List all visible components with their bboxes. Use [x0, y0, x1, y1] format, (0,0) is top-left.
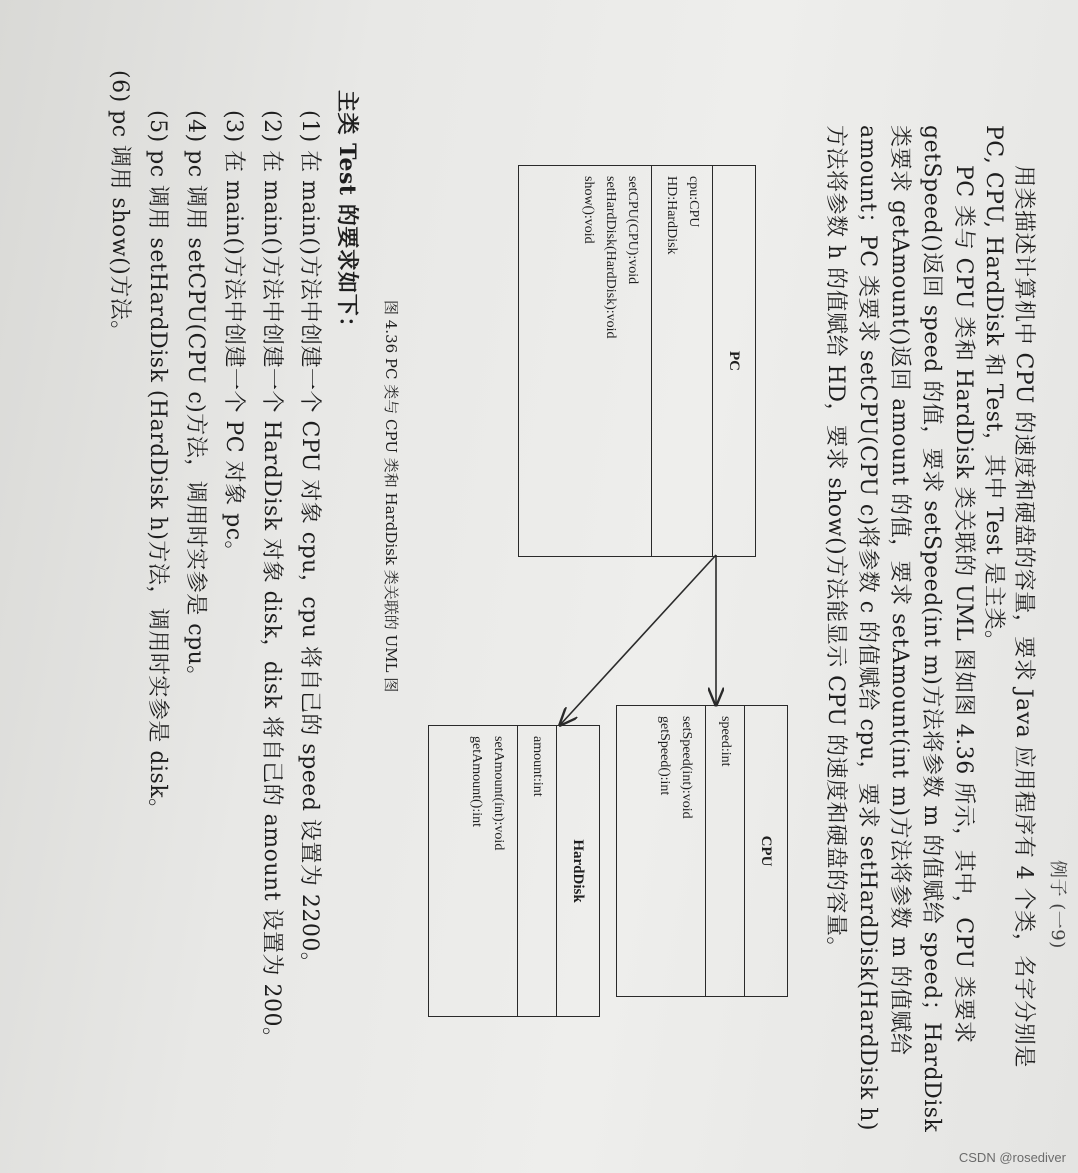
uml-method: show():void [581, 176, 596, 244]
intro-line-2: PC, CPU, HardDisk 和 Test，其中 Test 是主类。 [981, 125, 1006, 653]
requirement-item: (2) 在 main()方法中创建一个 HardDisk 对象 disk，disk 将自己的 amount 设置为 200。 [259, 110, 284, 1050]
uml-attribute: cpu:CPU [686, 176, 701, 228]
uml-class-name: HardDisk [556, 726, 599, 1016]
uml-class-name: PC [712, 166, 755, 556]
uml-method: setCPU(CPU):void [625, 176, 640, 285]
uml-method: setSpeed(int):void [679, 716, 694, 819]
intro-line-7: 方法将参数 h 的值赋给 HD，要求 show()方法能显示 CPU 的速度和硬盘的容量。 [823, 125, 848, 959]
requirements-heading: 主类 Test 的要求如下： [334, 90, 360, 339]
uml-method: getAmount():int [469, 736, 484, 827]
requirement-item: (1) 在 main()方法中创建一个 CPU 对象 cpu，cpu 将自己的 speed 设置为 2200。 [297, 110, 322, 975]
requirement-item: (6) pc 调用 show()方法。 [107, 70, 132, 343]
header-fragment: 例子 (一9) [1047, 860, 1068, 949]
intro-line-5: 类要求 getAmount()返回 amount 的值，要求 setAmount(int m)方法将参数 m 的值赋给 [887, 125, 912, 1056]
requirement-item: (5) pc 调用 setHardDisk (HardDisk h)方法，调用时实参是 disk。 [145, 110, 170, 821]
uml-attribute: speed:int [718, 716, 733, 767]
requirement-item: (4) pc 调用 setCPU(CPU c)方法，调用时实参是 cpu。 [183, 110, 208, 688]
intro-line-6: amount；PC 类要求 setCPU(CPU c)将参数 c 的值赋给 cpu，要求 setHardDisk(HardDisk h) [855, 125, 880, 1131]
arrow-pc-to-harddisk [560, 555, 716, 725]
figure-caption: 图 4.36 PC 类与 CPU 类和 HardDisk 类关联的 UML 图 [382, 300, 400, 693]
uml-method: setHardDisk(HardDisk):void [603, 176, 618, 339]
intro-line-4: getSpeed()返回 speed 的值，要求 setSpeed(int m)方法将参数 m 的值赋给 speed；HardDisk [919, 125, 944, 1133]
requirement-item: (3) 在 main()方法中创建一个 PC 对象 pc。 [221, 110, 246, 564]
uml-method: getSpeed():int [657, 716, 672, 796]
uml-method: setAmount(int):void [491, 736, 506, 851]
uml-attribute: amount:int [530, 736, 545, 797]
watermark: CSDN @rosediver [958, 1150, 1066, 1165]
intro-line-3: PC 类与 CPU 类和 HardDisk 类关联的 UML 图如图 4.36 所示，其中，CPU 类要求 [951, 165, 976, 1044]
uml-attribute: HD:HardDisk [664, 176, 679, 255]
intro-line-1: 用类描述计算机中 CPU 的速度和硬盘的容量，要求 Java 应用程序有 4 个类，名字分别是 [1011, 165, 1036, 1068]
uml-class-name: CPU [744, 706, 787, 996]
